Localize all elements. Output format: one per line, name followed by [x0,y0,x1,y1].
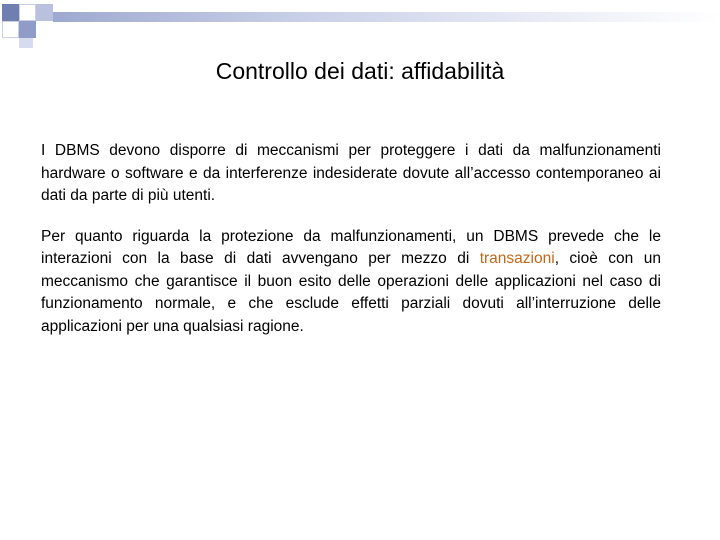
decor-square [2,4,19,21]
highlight-term: transazioni [479,250,555,267]
decor-square [19,21,36,38]
paragraph-1: I DBMS devono disporre di meccanismi per proteggere i dati da malfunzionamenti hardware o software e da interferenze indesiderate dovute all’accesso contemporaneo ai dati da parte di più utenti. [41,142,661,204]
slide-body [41,140,661,356]
decor-square [2,21,19,38]
paragraph-2-text-before: Per quanto riguarda la protezione da malfunzionamenti, un DBMS prevede che le interazioni con la base di dati avvengano per mezzo di [41,227,661,267]
decor-square [19,4,36,21]
slide-title: Controllo dei dati: affidabilità [215,58,505,84]
header-decoration [0,0,720,50]
paragraph-2 [41,226,661,339]
decor-gradient-band [53,12,720,22]
paragraph-2-text-after: , cioè con un meccanismo che garantisce il buon esito delle operazioni delle applicazioni nel caso di funzionamento normale, e che esclude effetti parziali dovuti all’interruzione delle applicazioni per una qualsiasi ragione. [41,250,661,335]
decor-square [19,38,33,48]
decor-square [36,4,53,21]
